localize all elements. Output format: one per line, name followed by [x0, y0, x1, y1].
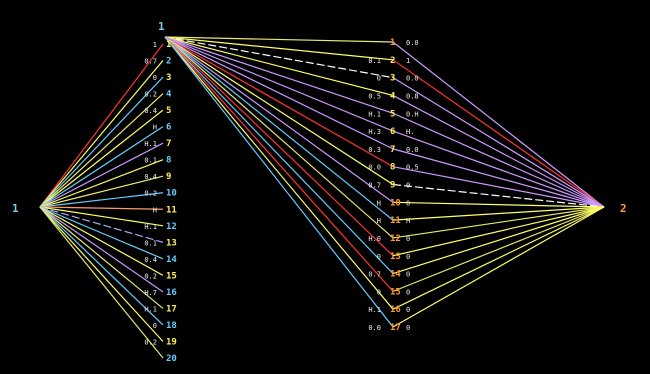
- column-b-left-weight: 0.0: [368, 163, 381, 172]
- hidden-node-label: 1: [158, 20, 165, 33]
- column-b-right-weight: H: [406, 217, 411, 226]
- column-a-index: 13: [166, 238, 177, 249]
- edge-b-to-right: [393, 95, 604, 207]
- column-b-left-weight: H.3: [368, 128, 381, 137]
- edge-top-to-b: [165, 37, 396, 149]
- edge-b-to-right: [393, 167, 604, 207]
- column-b-right-weight: 0: [406, 234, 411, 243]
- column-b-index: 15: [390, 287, 401, 298]
- column-b-right-weight: 0.H: [406, 110, 419, 119]
- column-a-index: 18: [166, 320, 177, 331]
- column-b-index: 3: [390, 73, 396, 84]
- column-a-index: 14: [166, 254, 177, 265]
- edge-left-to-a: [40, 207, 163, 209]
- column-b-right-weight: 0.8: [406, 92, 419, 101]
- column-b-left-weight: 0.1: [368, 56, 381, 65]
- input-node-label: 1: [12, 202, 19, 215]
- column-b-right-weight: 0.5: [406, 163, 419, 172]
- column-b-index: 13: [390, 251, 401, 262]
- column-b-right-weight: 0: [406, 181, 411, 190]
- column-b-index: 1: [390, 38, 396, 48]
- column-a-weight: H.7: [144, 288, 157, 297]
- column-a-weight: 0.2: [144, 189, 157, 198]
- edge-b-to-right: [393, 113, 604, 207]
- column-b-left-weight: H.1: [368, 306, 381, 315]
- column-a-weight: 0: [152, 74, 157, 83]
- column-b-index: 14: [390, 269, 401, 280]
- column-a-index: 12: [166, 221, 177, 232]
- column-a-weight: 0.7: [144, 57, 157, 66]
- edge-top-to-b: [165, 37, 393, 42]
- column-a-index: 6: [166, 122, 172, 133]
- column-a-index: 2: [166, 56, 172, 67]
- edge-top-to-b: [165, 37, 396, 185]
- column-a-weight: 0.1: [144, 156, 157, 165]
- column-b-left-weight: H: [376, 217, 381, 226]
- column-b-right-weight: 1: [406, 56, 411, 65]
- column-b-left-weight: 0.0: [368, 324, 381, 332]
- edge-b-to-right: [393, 207, 604, 274]
- edge-group: [40, 37, 604, 358]
- column-a-index: 9: [166, 172, 172, 183]
- edge-top-to-b: [165, 37, 396, 78]
- column-b-left-weight: 0.5: [368, 92, 381, 101]
- column-a-index: 16: [166, 287, 177, 298]
- column-b-left-weight: 0: [376, 74, 381, 83]
- column-b-index: 8: [390, 162, 396, 173]
- column-b-right-weight: 0.0: [406, 145, 419, 154]
- edge-b-to-right: [393, 149, 604, 207]
- edge-b-to-right: [393, 207, 604, 220]
- edge-left-to-a: [40, 61, 163, 207]
- column-b-left-weight: 0.3: [368, 145, 381, 154]
- column-b-right-weight: 0.0: [406, 39, 419, 47]
- column-a-weight: 0: [152, 321, 157, 330]
- column-b-left-weight: H: [376, 199, 381, 208]
- column-b-index: 4: [390, 91, 396, 102]
- column-b-left-weight: H.1: [368, 110, 381, 119]
- column-a-weight: H.1: [144, 222, 157, 231]
- column-a-weight: 0.4: [144, 107, 157, 116]
- column-b-right-weight: 0: [406, 324, 411, 332]
- column-b-left-weight: H.0: [368, 234, 381, 243]
- column-b-left-weight: 0.7: [368, 181, 381, 190]
- label-group: [12, 20, 627, 364]
- column-a-index: 5: [166, 106, 172, 117]
- column-a-weight: 0.2: [144, 272, 157, 281]
- column-b-index: 5: [390, 109, 396, 120]
- column-a-index: 8: [166, 155, 172, 166]
- column-a-weight: H: [152, 123, 157, 132]
- edge-b-to-right: [393, 202, 604, 207]
- column-a-weight: 1: [152, 41, 157, 49]
- column-b-left-weight: 0.7: [368, 270, 381, 279]
- edge-top-to-b: [165, 37, 396, 131]
- column-a-index: 17: [166, 304, 177, 315]
- column-b-index: 9: [390, 180, 396, 191]
- column-a-weight: H: [152, 206, 157, 215]
- column-b-right-weight: 0: [406, 252, 411, 261]
- column-b-index: 16: [390, 305, 401, 316]
- column-b-left-weight: 0: [376, 288, 381, 297]
- column-b-index: 12: [390, 233, 401, 244]
- column-b-right-weight: 0: [406, 306, 411, 315]
- edge-top-to-b: [165, 37, 396, 95]
- edge-top-to-b: [165, 37, 396, 202]
- column-b-index: 10: [390, 198, 401, 209]
- edge-b-to-right: [393, 207, 604, 327]
- edge-left-to-a: [40, 44, 163, 207]
- column-a-index: 4: [166, 89, 172, 100]
- column-a-weight: 0.4: [144, 173, 157, 182]
- edge-b-to-right: [393, 42, 604, 207]
- column-a-weight: 0.4: [144, 255, 157, 264]
- edge-b-to-right: [393, 207, 604, 291]
- column-b-right-weight: 0: [406, 288, 411, 297]
- edge-b-to-right: [393, 207, 604, 256]
- column-b-index: 2: [390, 55, 396, 66]
- column-a-weight: H.1: [144, 305, 157, 314]
- column-b-left-weight: 0: [376, 252, 381, 261]
- column-b-index: 6: [390, 127, 396, 138]
- column-a-index: 20: [166, 354, 177, 364]
- column-a-index: 1: [166, 40, 172, 50]
- column-b-index: 11: [390, 216, 401, 227]
- column-a-index: 10: [166, 188, 177, 199]
- column-a-weight: 0.1: [144, 239, 157, 248]
- output-node-label: 2: [620, 202, 627, 215]
- column-a-index: 19: [166, 337, 177, 348]
- column-a-index: 11: [166, 205, 177, 216]
- column-b-right-weight: 0.0: [406, 74, 419, 83]
- edge-left-to-a: [40, 207, 163, 259]
- column-b-right-weight: H.: [406, 128, 415, 137]
- column-a-index: 3: [166, 73, 172, 84]
- column-b-right-weight: 0: [406, 270, 411, 279]
- column-a-index: 15: [166, 271, 177, 282]
- column-a-index: 7: [166, 139, 172, 150]
- column-b-index: 7: [390, 144, 396, 155]
- column-a-weight: 0.2: [144, 338, 157, 347]
- column-a-weight: H.1: [144, 140, 157, 149]
- column-b-right-weight: 0: [406, 199, 411, 208]
- column-b-index: 17: [390, 323, 401, 333]
- column-a-weight: 0.2: [144, 90, 157, 99]
- edge-b-to-right: [393, 60, 604, 207]
